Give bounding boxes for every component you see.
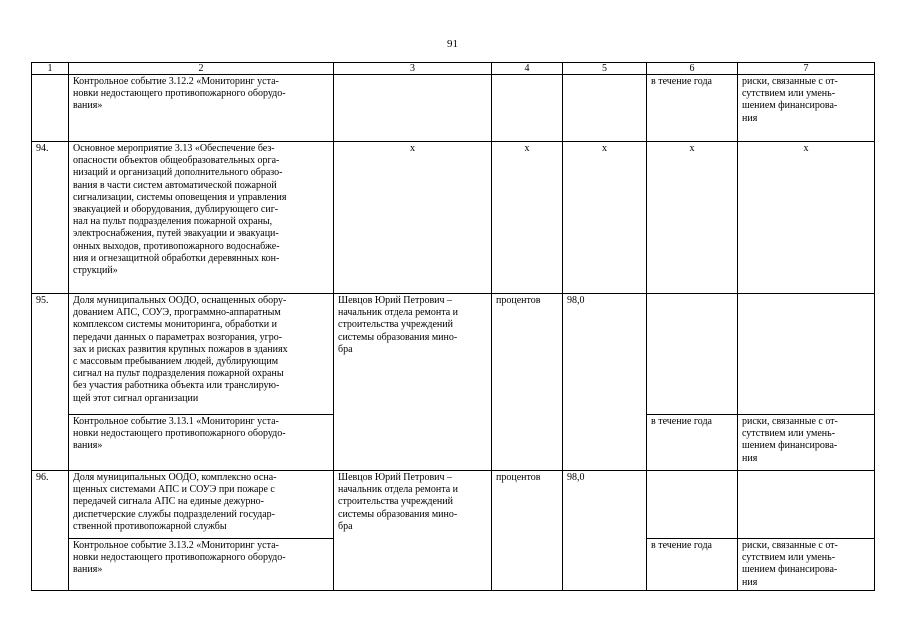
column-number: 7 — [738, 63, 875, 75]
table-row — [32, 294, 875, 415]
responsible-cell: Шевцов Юрий Петрович – начальник отдела ремонта и строительства учреждений системы образования мино- бра — [334, 294, 492, 471]
deadline-cell: в течение года — [647, 415, 738, 471]
plan-table — [31, 62, 875, 591]
control-event-description: Контрольное событие 3.13.1 «Мониторинг уста- новки недостающего противопожарного оборудо- вания» — [69, 415, 334, 471]
unit-cell: х — [492, 142, 563, 294]
column-number: 3 — [334, 63, 492, 75]
unit-cell — [492, 75, 563, 142]
row-description: Доля муниципальных ООДО, комплексно осна- щенных системами АПС и СОУЭ при пожаре с передачей сигнала АПС на единые дежурно- диспетчерские службы подразделений государ- ственной противопожарной службы — [69, 471, 334, 539]
value-cell: 98,0 — [563, 294, 647, 471]
row-number: 96. — [32, 471, 69, 591]
table-row — [32, 142, 875, 294]
risk-cell: риски, связанные с от- сутствием или умень- шением финансирова- ния — [738, 75, 875, 142]
value-cell: 98,0 — [563, 471, 647, 591]
risk-cell: риски, связанные с от- сутствием или умень- шением финансирова- ния — [738, 415, 875, 471]
control-event-description: Контрольное событие 3.13.2 «Мониторинг уста- новки недостающего противопожарного оборудо- вания» — [69, 539, 334, 591]
column-number: 4 — [492, 63, 563, 75]
risk-cell — [738, 471, 875, 539]
column-number-row — [32, 63, 875, 75]
responsible-cell: Шевцов Юрий Петрович – начальник отдела ремонта и строительства учреждений системы образования мино- бра — [334, 471, 492, 591]
value-cell: х — [563, 142, 647, 294]
value-cell — [563, 75, 647, 142]
row-number: 94. — [32, 142, 69, 294]
responsible-cell — [334, 75, 492, 142]
risk-cell: риски, связанные с от- сутствием или умень- шением финансирова- ния — [738, 539, 875, 591]
column-number: 2 — [69, 63, 334, 75]
deadline-cell: х — [647, 142, 738, 294]
column-number: 1 — [32, 63, 69, 75]
row-description: Доля муниципальных ООДО, оснащенных обору- дованием АПС, СОУЭ, программно-аппаратным комплексом системы мониторинга, обработки и передачи данных о параметрах возгорания, угро- зах и рисках развития крупных пожаров в зданиях с массовым пребыванием людей, дублирующим сигнал на пульт подразделения пожарной охраны без участия работника объекта или транслирую- щей этот сигнал организации — [69, 294, 334, 415]
column-number: 6 — [647, 63, 738, 75]
table-row — [32, 75, 875, 142]
unit-cell: процентов — [492, 471, 563, 591]
table-row — [32, 471, 875, 539]
row-description: Основное мероприятие 3.13 «Обеспечение без- опасности объектов общеобразовательных орга- низаций и организаций дополнительного образо- вания в части систем автоматической пожарной сигнализации, системы оповещения и управления эвакуацией и оборудования, дублирующего сиг- нал на пульт подразделения пожарной охраны, электроснабжения, путей эвакуации и эвакуаци- онных выходов, противопожарного водоснабже- ния и огнезащитной обработки деревянных кон- струкций» — [69, 142, 334, 294]
risk-cell — [738, 294, 875, 415]
deadline-cell — [647, 471, 738, 539]
unit-cell: процентов — [492, 294, 563, 471]
deadline-cell — [647, 294, 738, 415]
page-number: 91 — [447, 38, 458, 50]
deadline-cell: в течение года — [647, 75, 738, 142]
row-description: Контрольное событие 3.12.2 «Мониторинг уста- новки недостающего противопожарного оборудо- вания» — [69, 75, 334, 142]
risk-cell: х — [738, 142, 875, 294]
row-number: 95. — [32, 294, 69, 471]
column-number: 5 — [563, 63, 647, 75]
row-number — [32, 75, 69, 142]
deadline-cell: в течение года — [647, 539, 738, 591]
responsible-cell: х — [334, 142, 492, 294]
